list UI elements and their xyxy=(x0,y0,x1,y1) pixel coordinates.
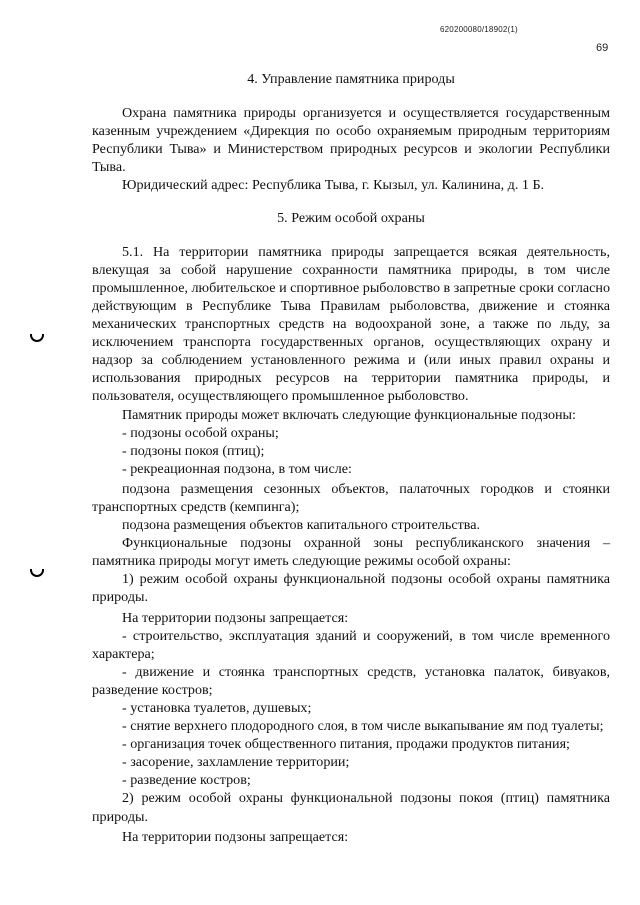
paragraph: Функциональные подзоны охранной зоны республиканского значения – памятника природы могут иметь следующие режимы особой охраны: xyxy=(92,535,610,570)
list-item: - установка туалетов, душевых; xyxy=(122,700,312,716)
paragraph: На территории подзоны запрещается: xyxy=(122,828,349,845)
list-item: - движение и стоянка транспортных средств, установка палаток, бивуаков, разведение костров; xyxy=(92,663,610,698)
list-item: - разведение костров; xyxy=(122,772,251,789)
page-number: 69 xyxy=(596,42,609,54)
section-4-title: 4. Управление памятника природы xyxy=(247,71,455,87)
section-5-title: 5. Режим особой охраны xyxy=(277,209,425,226)
paragraph: подзона размещения объектов капитального строительства. xyxy=(122,517,480,534)
paragraph: Юридический адрес: Республика Тыва, г. Кызыл, ул. Калинина, д. 1 Б. xyxy=(122,177,545,194)
list-item: - подзоны особой охраны; xyxy=(122,424,279,441)
list-item: - снятие верхнего плодородного слоя, в том числе выкапывание ям под туалеты; xyxy=(122,718,604,735)
paragraph: подзона размещения сезонных объектов, палаточных городков и стоянки транспортных средств (кемпинга); xyxy=(92,480,610,515)
list-item: - рекреационная подзона, в том числе: xyxy=(122,460,352,477)
paragraph: Памятник природы может включать следующие функциональные подзоны: xyxy=(122,406,576,423)
paragraph: 2) режим особой охраны функциональной подзоны покоя (птиц) памятника природы. xyxy=(92,790,610,825)
paragraph: На территории подзоны запрещается: xyxy=(122,609,349,626)
list-item: - подзоны покоя (птиц); xyxy=(122,442,265,459)
document-id: 620200080/18902(1) xyxy=(440,25,518,34)
margin-tick-mark xyxy=(30,334,44,342)
list-item: - засорение, захламление территории; xyxy=(122,754,350,771)
paragraph: Охрана памятника природы организуется и осуществляется государственным казенным учреждением «Дирекция по особо охраняемым природным территориям Республики Тыва» и Министерством природных ресурсов и экологии Республики Тыва. xyxy=(92,105,610,176)
document-body xyxy=(92,70,610,846)
list-item: - строительство, эксплуатация зданий и сооружений, в том числе временного характера; xyxy=(92,627,610,662)
paragraph: 5.1. На территории памятника природы запрещается всякая деятельность, влекущая за собой нарушение сохранности памятника природы, в том числе промышленное, любительское и спортивное рыболовство в запретные сроки согласно действующим в Республике Тыва Правилам рыболовства, движение и стоянка механических транспортных средств на водоохраной зоне, а также по льду, за исключением транспорта государственных органов, осуществляющих охрану и надзор за соблюдением установленного режима и (или иных правил охраны и использования природных ресурсов на территории памятника природы, и пользователя, осуществляющего промышленное рыболовство. xyxy=(92,243,610,405)
paragraph: 1) режим особой охраны функциональной подзоны особой охраны памятника природы. xyxy=(92,571,610,606)
margin-tick-mark xyxy=(30,569,44,577)
list-item: - организация точек общественного питания, продажи продуктов питания; xyxy=(122,736,570,753)
